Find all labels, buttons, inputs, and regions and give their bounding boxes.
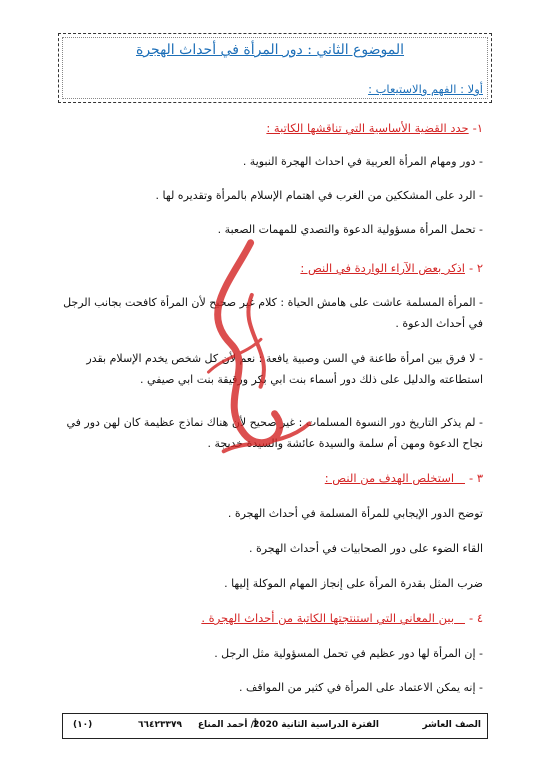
question-2-number: ٢ - — [469, 261, 483, 275]
question-3-text: استخلص الهدف من النص : — [324, 471, 455, 485]
answer-3-2: القاء الضوء على دور الصحابيات في أحداث الهجرة . — [248, 542, 483, 555]
question-4 — [201, 610, 483, 626]
answer-1-1: - دور ومهام المرأة العربية في احداث الهجرة النبوية . — [242, 155, 483, 168]
footer-page-number: (١٠) — [73, 720, 93, 730]
footer-teacher: أ/ أحمد المناع — [197, 720, 257, 730]
question-3 — [325, 470, 483, 486]
answer-2-1: - المرأة المسلمة عاشت على هامش الحياة : كلام غير صحيح لأن المرأة كافحت بجانب الرجل في أحداث الدعوة . — [63, 296, 483, 330]
footer-phone: ٦٦٤٢٣٣٧٩ — [138, 720, 182, 730]
section-title: أولا : الفهم والاستيعاب : — [368, 82, 483, 96]
question-4-text: بين المعاني التي استنتجتها الكاتبة من أحداث الهجرة . — [201, 611, 455, 625]
answer-4-1: - إن المرأة لها دور عظيم في تحمل المسؤولية مثل الرجل . — [214, 647, 483, 660]
answer-4-2: - إنه يمكن الاعتماد على المرأة في كثير من المواقف . — [239, 681, 483, 694]
answer-1-3: - تحمل المرأة مسؤولية الدعوة والتصدي للمهمات الصعبة . — [217, 223, 483, 236]
question-1-text: حدد القضية الأساسية التي تناقشها الكاتبة : — [266, 121, 469, 135]
question-3-number: ٣ - — [469, 471, 483, 485]
question-2-text: اذكر بعض الآراء الواردة في النص : — [300, 261, 465, 275]
page-footer — [62, 713, 488, 739]
question-4-number: ٤ - — [469, 611, 483, 625]
footer-grade: الصف العاشر — [422, 720, 481, 730]
footer-term: الفترة الدراسية الثانية 2020 — [253, 720, 379, 730]
answer-2-2: - لا فرق بين امرأة طاعنة في السن وصبية يافعة : نعم لأن كل شخص يخدم الإسلام بقدر استطاعته والدليل على ذلك دور أسماء بنت ابي بكر ورقيقة بنت ابي صيفي . — [86, 352, 483, 386]
question-1-number: ١- — [472, 121, 483, 135]
question-2 — [300, 260, 483, 276]
answer-1-2: - الرد على المشككين من الغرب في اهتمام الإسلام بالمرأة وتقديره لها . — [155, 189, 483, 202]
answer-2-3: - لم يذكر التاريخ دور النسوة المسلمات : غير صحيح لأن هناك نماذج عظيمة كان لهن دور في نجاح الدعوة ومهن أم سلمة والسيدة عائشة والسيدة خديجة . — [66, 416, 483, 450]
question-1 — [266, 120, 483, 136]
answer-3-1: توضح الدور الإيجابي للمرأة المسلمة في أحداث الهجرة . — [227, 507, 483, 520]
answer-3-3: ضرب المثل بقدرة المرأة على إنجاز المهام الموكلة إليها . — [224, 577, 483, 590]
lesson-title: الموضوع الثاني : دور المرأة في أحداث الهجرة — [135, 42, 405, 58]
